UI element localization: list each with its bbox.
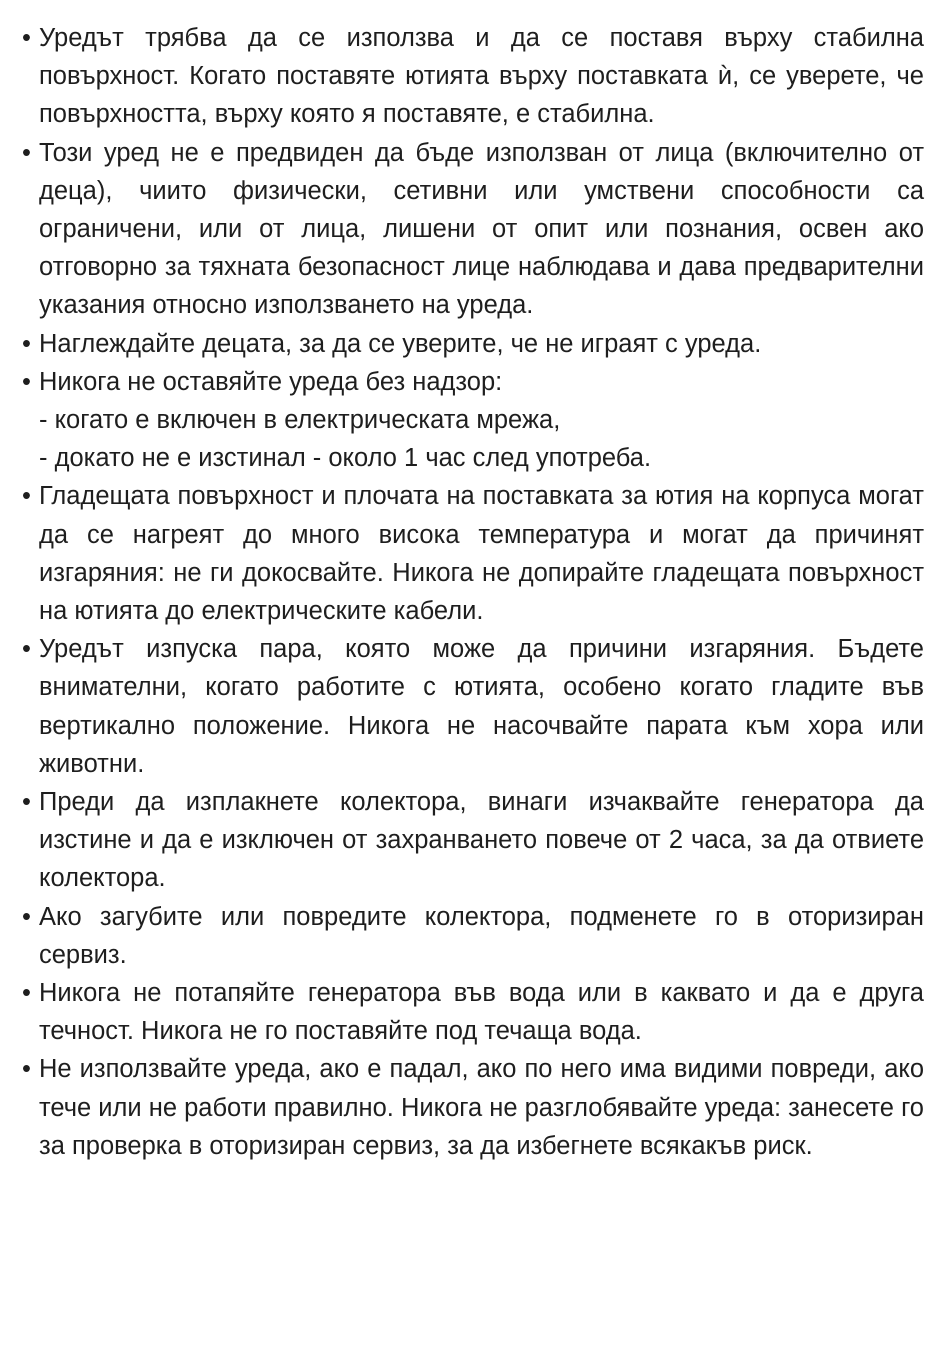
- bullet-icon: •: [22, 635, 31, 664]
- bullet-icon: •: [22, 1055, 31, 1084]
- instruction-text: Преди да изплакнете колектора, винаги изчаквайте генератора да изстине и да е изключен от захранването повече от 2 часа, за да отвиете колектора.: [39, 788, 924, 893]
- instruction-text: Уредът трябва да се използва и да се поставя върху стабилна повърхност. Когато поставяте ютията върху поставката ѝ, се уверете, че повърхността, върху която я поставяте, е стабилна.: [39, 24, 924, 129]
- list-item: [22, 477, 924, 630]
- bullet-icon: •: [22, 482, 31, 511]
- instruction-text: Никога не потапяйте генератора във вода или в каквато и да е друга течност. Никога не го поставяйте под течаща вода.: [39, 979, 924, 1046]
- instruction-text: Наглеждайте децата, за да се уверите, че не играят с уреда.: [39, 329, 762, 358]
- bullet-icon: •: [22, 24, 31, 52]
- instruction-text: Никога не оставяйте уреда без надзор:: [39, 367, 503, 396]
- bullet-icon: •: [22, 138, 31, 167]
- bullet-icon: •: [22, 367, 31, 396]
- instruction-text: Гладещата повърхност и плочата на поставката за ютия на корпуса могат да се нагреят до много висока температура и могат да причинят изгаряния: не ги докосвайте. Никога не допирайте гладещата повърхност на ютията до електрическите кабели.: [39, 482, 924, 626]
- list-item: [22, 898, 924, 974]
- sub-item-text: - когато е включен в електрическата мрежа,: [39, 406, 561, 435]
- list-item: [22, 134, 924, 325]
- bullet-icon: •: [22, 902, 31, 931]
- list-item: [22, 1050, 924, 1165]
- bullet-icon: •: [22, 329, 31, 358]
- instruction-text: Ако загубите или повредите колектора, подменете го в оторизиран сервиз.: [39, 902, 924, 969]
- list-item: [22, 783, 924, 898]
- sub-item-text: - докато не е изстинал - около 1 час след употреба.: [39, 444, 652, 473]
- instruction-text: Този уред не е предвиден да бъде използван от лица (включително от деца), чиито физически, сетивни или умствени способности са ограничени, или от лица, лишени от опит или познания, освен ако отговорно за тяхната безопасност лице наблюдава и дава предварителни указания относно използването на уреда.: [39, 138, 924, 320]
- list-item: [22, 19, 924, 134]
- list-item: [22, 363, 924, 478]
- bullet-icon: •: [22, 788, 31, 817]
- list-item: [22, 630, 924, 783]
- instruction-text: Уредът изпуска пара, която може да причини изгаряния. Бъдете внимателни, когато работите с ютията, особено когато гладите във вертикално положение. Никога не насочвайте парата към хора или животни.: [39, 635, 924, 778]
- list-item: [22, 325, 924, 363]
- bullet-icon: •: [22, 979, 31, 1008]
- list-item: [22, 974, 924, 1050]
- instruction-text: Не използвайте уреда, ако е падал, ако по него има видими повреди, ако тече или не работи правилно. Никога не разглобявайте уреда: занесете го за проверка в оторизиран сервиз, за да избегнете всякакъв риск.: [39, 1055, 924, 1160]
- safety-instructions-list: [22, 19, 924, 1165]
